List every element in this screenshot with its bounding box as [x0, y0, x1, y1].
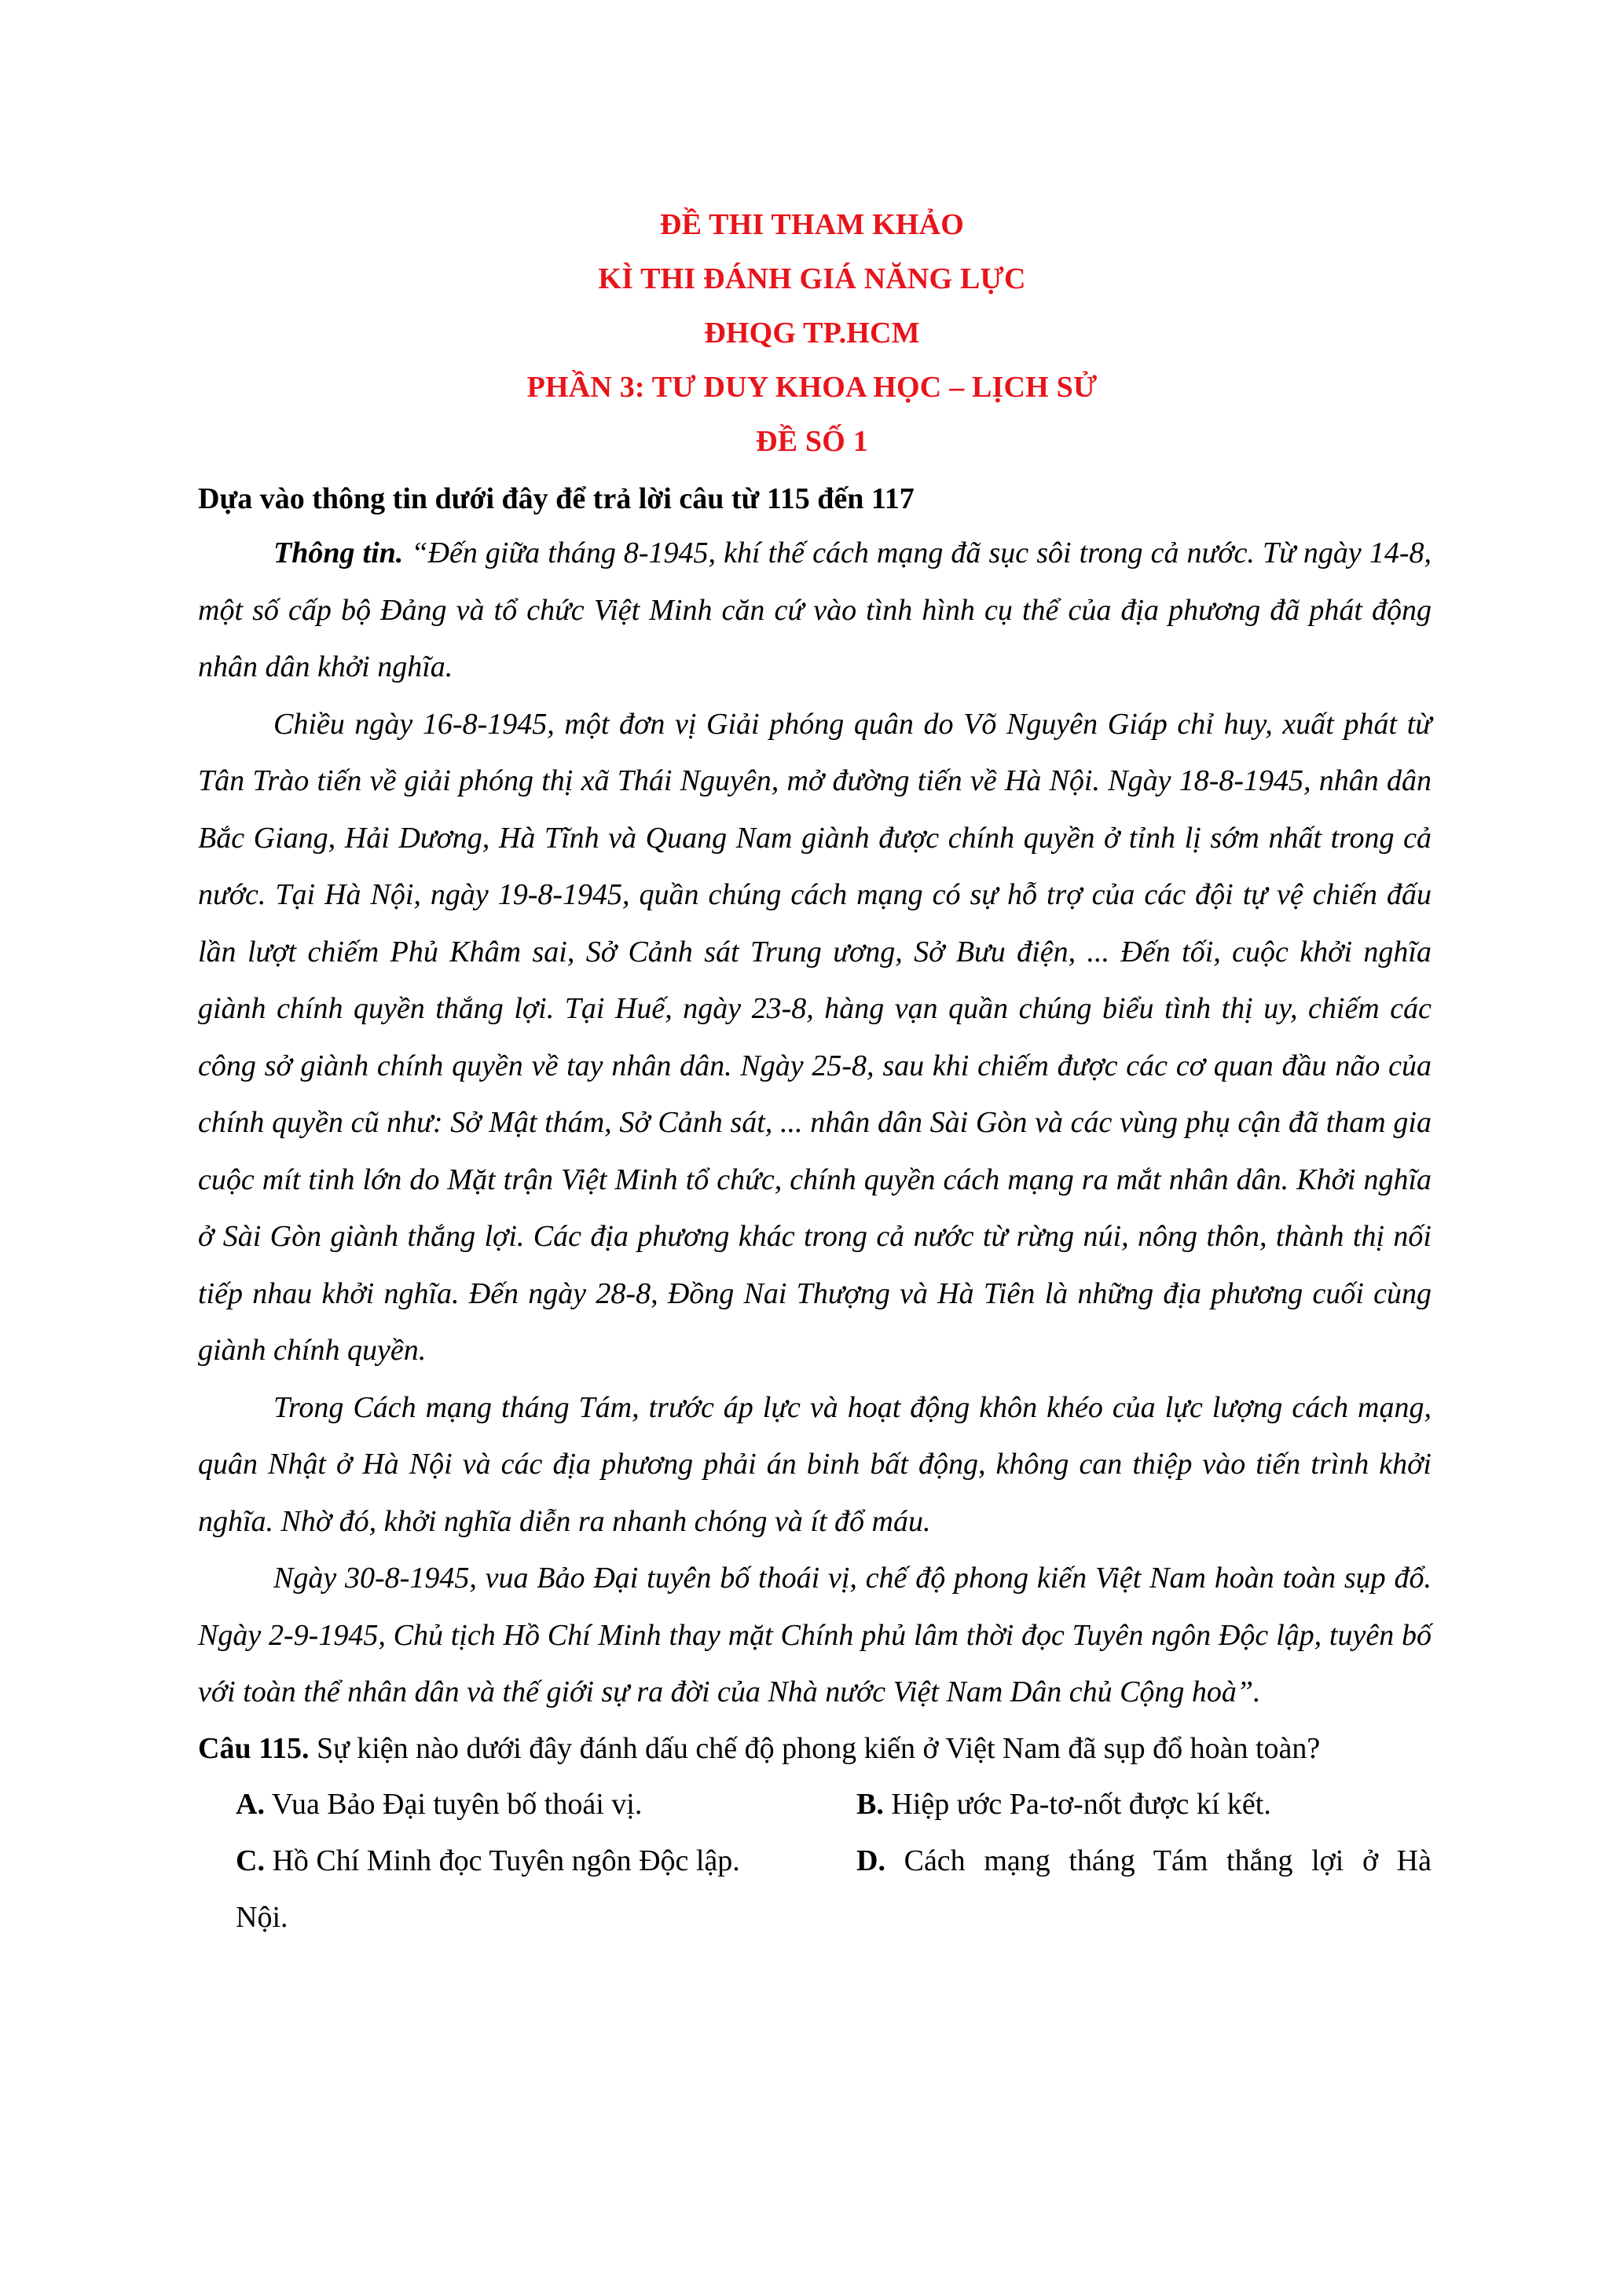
exam-content — [198, 473, 1432, 1965]
option-d-letter: D. — [856, 1844, 885, 1877]
question-label: Câu 115. — [198, 1731, 310, 1765]
header-line-2: KÌ THI ĐÁNH GIÁ NĂNG LỰC — [598, 262, 1026, 295]
option-a-text: Vua Bảo Đại tuyên bố thoái vị. — [271, 1787, 643, 1821]
header-line-5: ĐỀ SỐ 1 — [756, 425, 868, 458]
question-115 — [198, 1721, 1432, 1776]
passage-paragraph-3: Trong Cách mạng tháng Tám, trước áp lực và hoạt động khôn khéo của lực lượng cách mạng, quân Nhật ở Hà Nội và các địa phương phải án binh bất động, không can thiệp vào tiến trình khởi nghĩa. Nhờ đó, khởi nghĩa diễn ra nhanh chóng và ít đổ máu. — [198, 1390, 1432, 1538]
option-b[interactable] — [856, 1776, 1271, 1833]
instruction-text: Dựa vào thông tin dưới đây để trả lời câu từ 115 đến 117 — [198, 482, 915, 515]
option-d[interactable] — [856, 1833, 1432, 1889]
answer-options — [198, 1776, 1432, 1965]
passage-lead: Thông tin. — [273, 536, 404, 569]
option-a[interactable] — [236, 1776, 642, 1833]
passage-paragraph-2: Chiều ngày 16-8-1945, một đơn vị Giải phóng quân do Võ Nguyên Giáp chỉ huy, xuất phát từ Tân Trào tiến về giải phóng thị xã Thái Nguyên, mở đường tiến về Hà Nội. Ngày 18-8-1945, nhân dân Bắc Giang, Hải Dương, Hà Tĩnh và Quang Nam giành được chính quyền ở tỉnh lị sớm nhất trong cả nước. Tại Hà Nội, ngày 19-8-1945, quần chúng cách mạng có sự hỗ trợ của các đội tự vệ chiến đấu lần lượt chiếm Phủ Khâm sai, Sở Cảnh sát Trung ương, Sở Bưu điện, ... Đến tối, cuộc khởi nghĩa giành chính quyền thắng lợi. Tại Huế, ngày 23-8, hàng vạn quần chúng biểu tình thị uy, chiếm các công sở giành chính quyền về tay nhân dân. Ngày 25-8, sau khi chiếm được các cơ quan đầu não của chính quyền cũ như: Sở Mật thám, Sở Cảnh sát, ... nhân dân Sài Gòn và các vùng phụ cận đã tham gia cuộc mít tinh lớn do Mặt trận Việt Minh tổ chức, chính quyền cách mạng ra mắt nhân dân. Khởi nghĩa ở Sài Gòn giành thắng lợi. Các địa phương khác trong cả nước từ rừng núi, nông thôn, thành thị nối tiếp nhau khởi nghĩa. Đến ngày 28-8, Đồng Nai Thượng và Hà Tiên là những địa phương cuối cùng giành chính quyền. — [198, 707, 1432, 1367]
exam-header — [0, 198, 1624, 469]
header-line-4: PHẦN 3: TƯ DUY KHOA HỌC – LỊCH SỬ — [526, 371, 1098, 404]
option-a-letter: A. — [236, 1787, 265, 1821]
option-d-text: Cách mạng tháng Tám thắng lợi ở Hà — [904, 1844, 1432, 1877]
option-c[interactable] — [236, 1833, 740, 1889]
header-line-1: ĐỀ THI THAM KHẢO — [659, 208, 965, 241]
option-c-text: Hồ Chí Minh đọc Tuyên ngôn Độc lập. — [272, 1844, 740, 1877]
question-text: Sự kiện nào dưới đây đánh dấu chế độ phong kiến ở Việt Nam đã sụp đổ hoàn toàn? — [316, 1731, 1321, 1765]
option-d-continuation[interactable]: Nội. — [236, 1900, 288, 1934]
passage-p1-text: “Đến giữa tháng 8-1945, khí thế cách mạng đã sục sôi trong cả nước. Từ ngày 14-8, một số cấp bộ Đảng và tổ chức Việt Minh căn cứ vào tình hình cụ thể của địa phương đã phát động nhân dân khởi nghĩa. — [198, 536, 1432, 683]
passage-paragraph-1 — [198, 525, 1432, 696]
header-line-3: ĐHQG TP.HCM — [704, 317, 920, 350]
option-c-letter: C. — [236, 1844, 265, 1877]
option-b-letter: B. — [856, 1787, 884, 1821]
passage-paragraph-4: Ngày 30-8-1945, vua Bảo Đại tuyên bố thoái vị, chế độ phong kiến Việt Nam hoàn toàn sụp đổ. Ngày 2-9-1945, Chủ tịch Hồ Chí Minh thay mặt Chính phủ lâm thời đọc Tuyên ngôn Độc lập, tuyên bố với toàn thể nhân dân và thế giới sự ra đời của Nhà nước Việt Nam Dân chủ Cộng hoà”. — [198, 1562, 1432, 1708]
option-b-text: Hiệp ước Pa-tơ-nốt được kí kết. — [891, 1787, 1271, 1821]
